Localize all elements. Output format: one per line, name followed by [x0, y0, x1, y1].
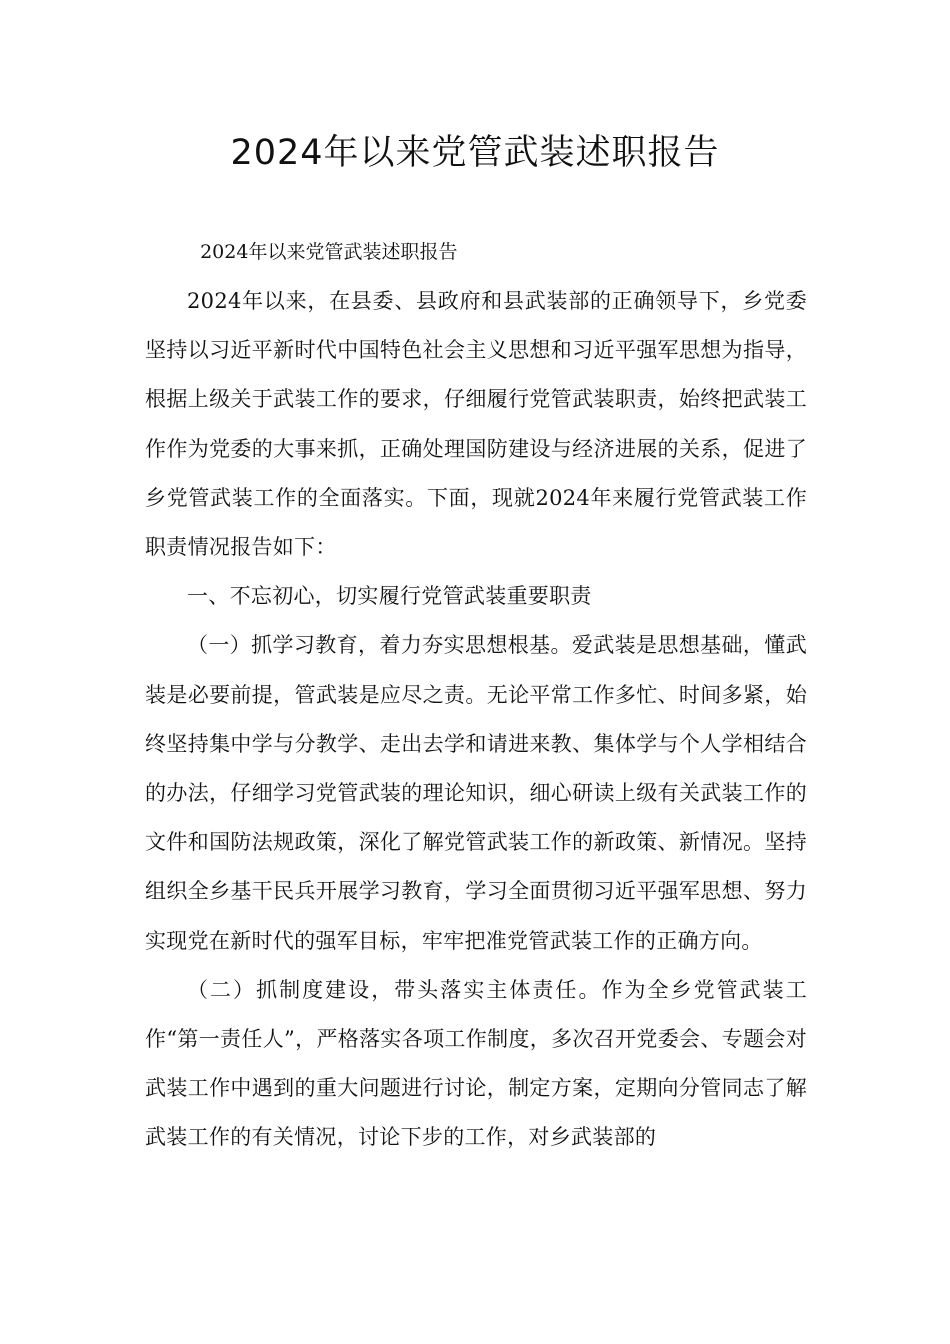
paragraph-study-education: （一）抓学习教育，着力夯实思想根基。爱武装是思想基础，懂武装是必要前提，管武装是应尽之责。无论平常工作多忙、时间多紧，始终坚持集中学与分教学、走出去学和请进来教、集体学与个人学相结合的办法，仔细学习党管武装的理论知识，细心研读上级有关武装工作的文件和国防法规政策，深化了解党管武装工作的新政策、新情况。坚持组织全乡基干民兵开展学习教育，学习全面贯彻习近平强军思想、努力实现党在新时代的强军目标，牢牢把准党管武装工作的正确方向。 — [145, 633, 807, 953]
paragraph-system-building: （二）抓制度建设，带头落实主体责任。作为全乡党管武装工作“第一责任人”，严格落实各项工作制度，多次召开党委会、专题会对武装工作中遇到的重大问题进行讨论，制定方案，定期向分管同志了解武装工作的有关情况，讨论下步的工作，对乡武装部的 — [145, 977, 807, 1150]
section-heading-1: 一、不忘初心，切实履行党管武装重要职责 — [187, 584, 592, 609]
document-subtitle: 2024年以来党管武装述职报告 — [200, 241, 458, 263]
document-body — [145, 228, 807, 1163]
document-title: 2024年以来党管武装述职报告 — [230, 133, 720, 173]
paragraph-intro: 2024年以来，在县委、县政府和县武装部的正确领导下，乡党委坚持以习近平新时代中国特色社会主义思想和习近平强军思想为指导，根据上级关于武装工作的要求，仔细履行党管武装职责，始终把武装工作作为党委的大事来抓，正确处理国防建设与经济进展的关系，促进了乡党管武装工作的全面落实。下面，现就2024年来履行党管武装工作职责情况报告如下： — [145, 289, 807, 560]
